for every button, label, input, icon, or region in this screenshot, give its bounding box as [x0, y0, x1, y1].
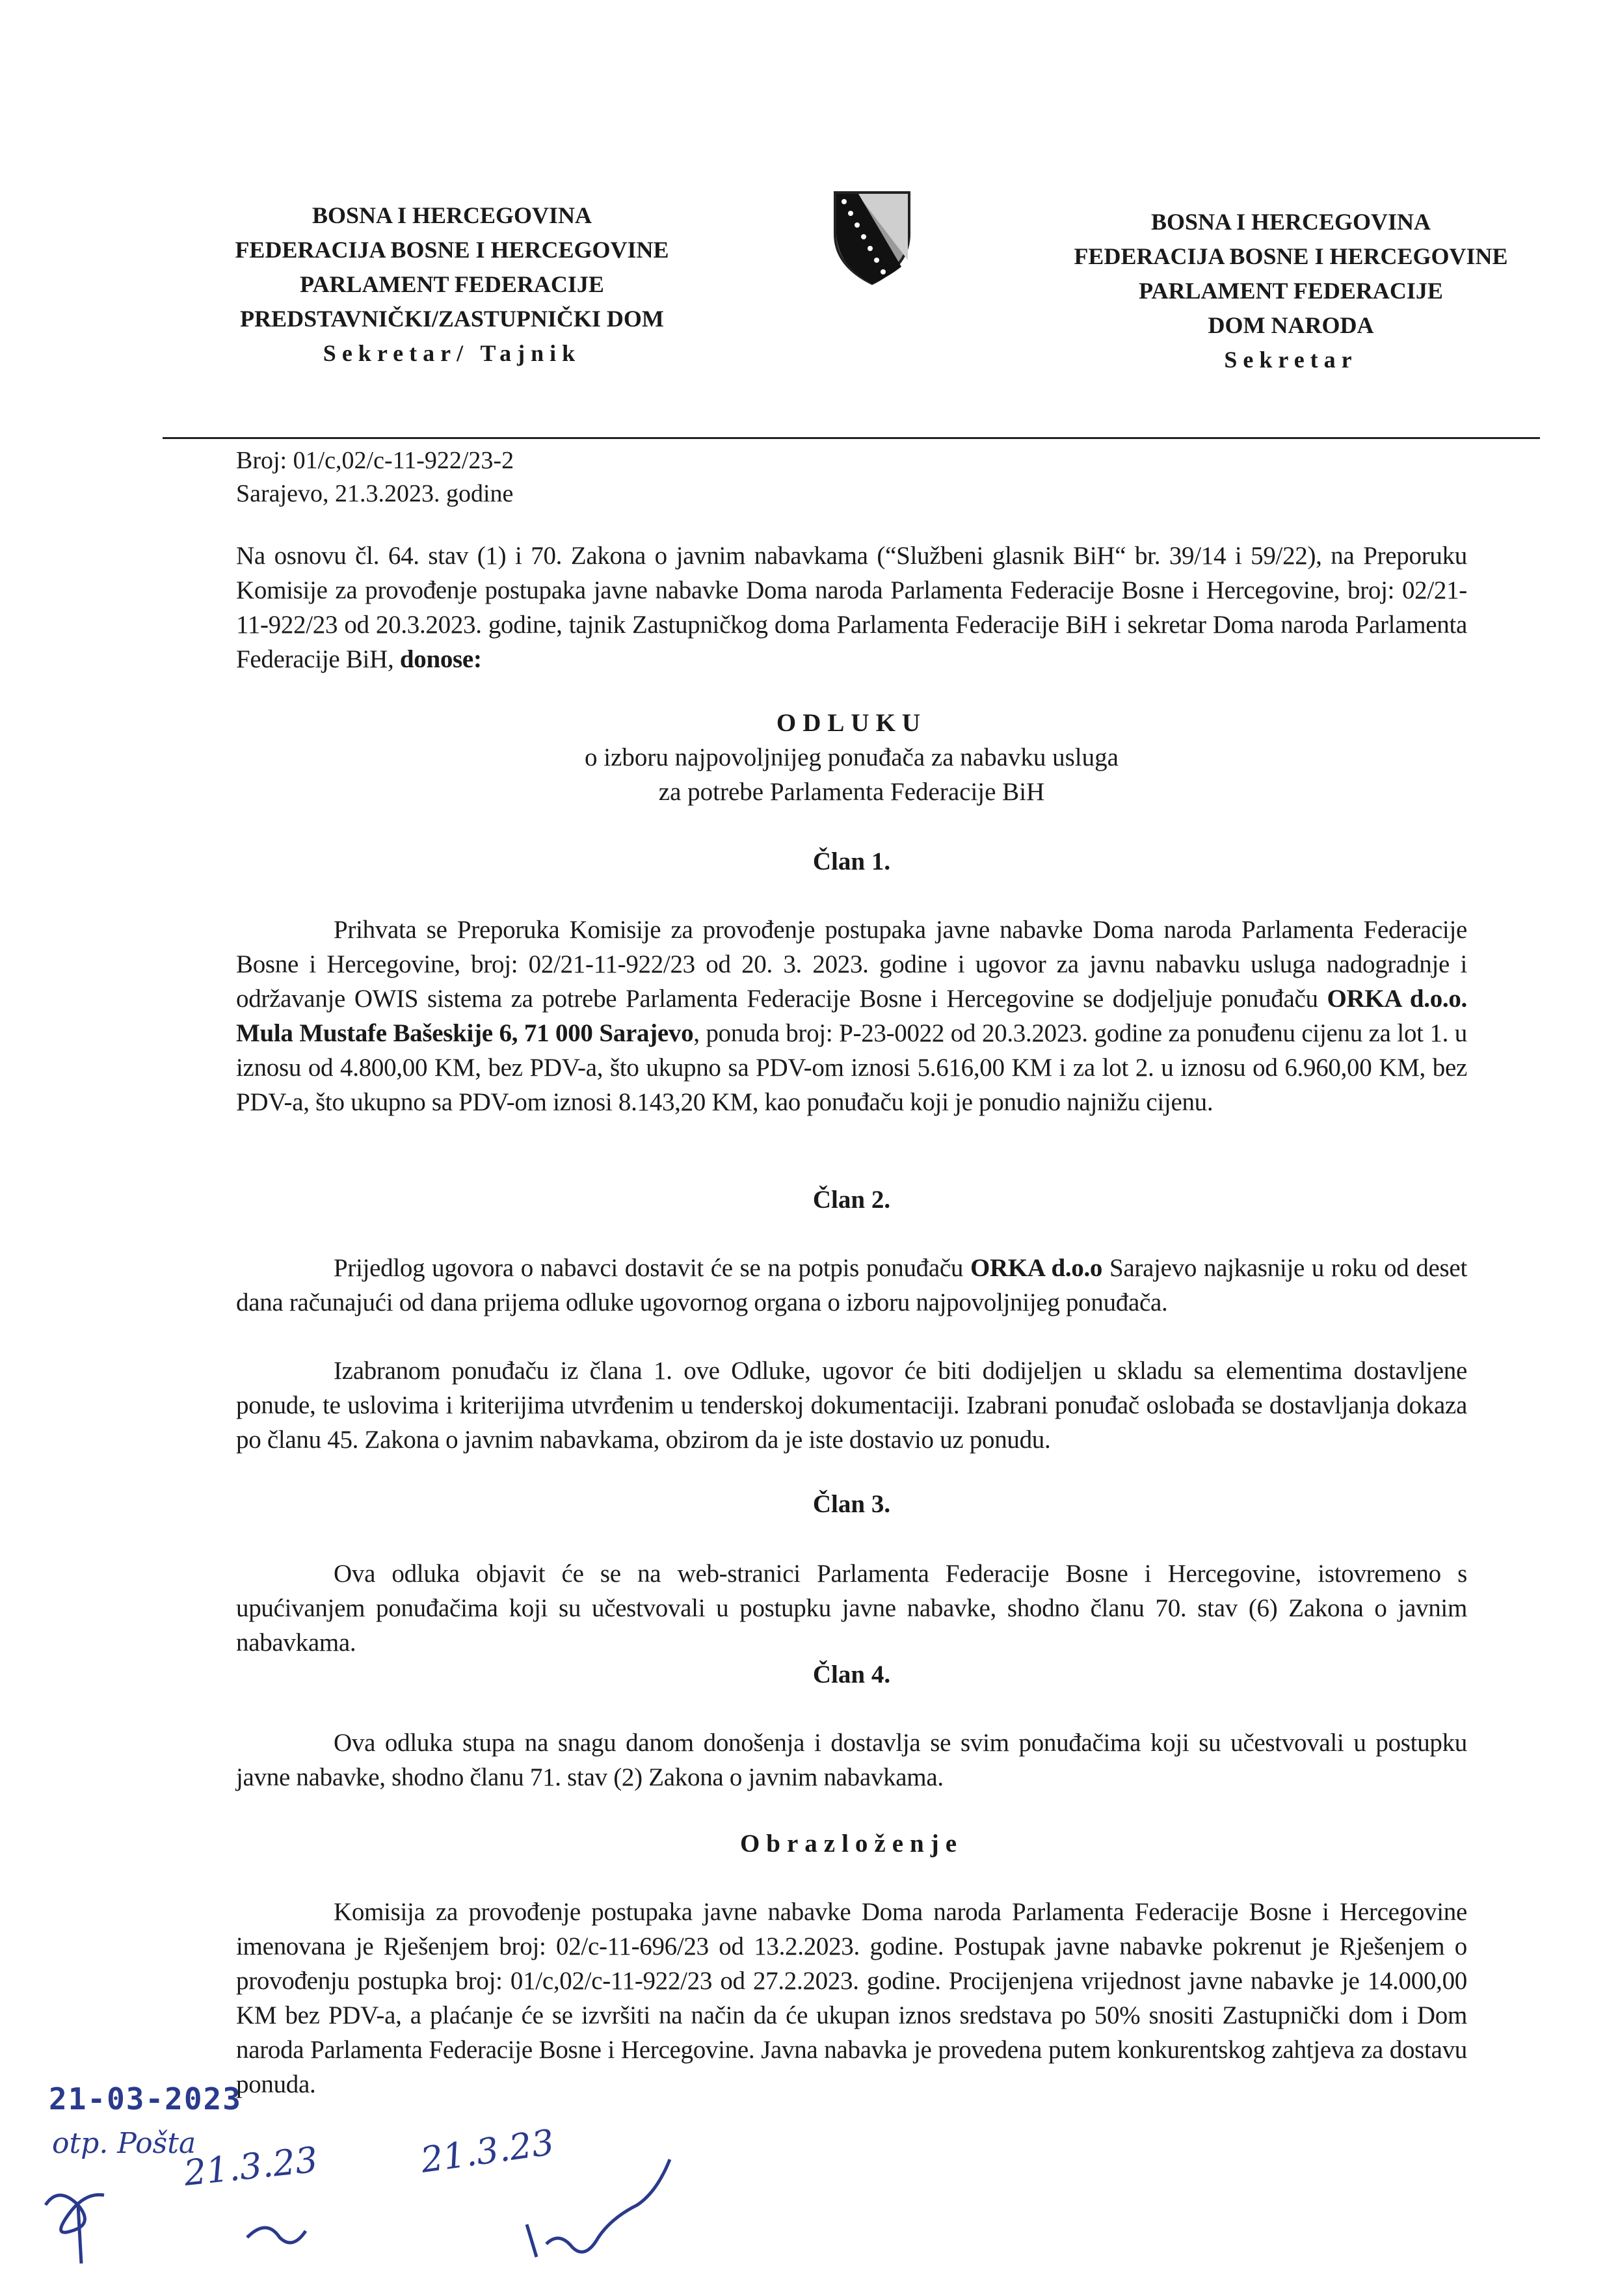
reasoning-heading: Obrazloženje — [739, 1830, 964, 1858]
document-subtitle-2: za potrebe Parlamenta Federacije BiH — [658, 778, 1045, 806]
article-1-text — [236, 913, 1467, 1119]
reference-number: Broj: 01/c,02/c-11-922/23-2 — [236, 447, 514, 474]
article-3-heading: Član 3. — [812, 1490, 891, 1518]
article-3-text: Ova odluka objavit će se na web-stranici Parlamenta Federacije Bosne i Hercegovine, istovremeno s upućivanjem ponuđačima koji su učestvovali u postupku javne nabavke, shodno članu 70. stav (6) Zakona o javnim nabavkama. — [236, 1560, 1467, 1657]
preamble-text: Na osnovu čl. 64. stav (1) i 70. Zakona o javnim nabavkama (“Službeni glasnik BiH“ br. 39/14 i 59/22), na Preporuku Komisije za provođenje postupaka javne nabavke Doma naroda Parlamenta Federacije Bosne i Hercegovine, broj: 02/21-11-922/23 od 20.3.2023. godine, tajnik Zastupničkog doma Parlamenta Federacije BiH i sekretar Doma naroda Parlamenta Federacije BiH, — [236, 542, 1467, 673]
article-2-text-a: Prijedlog ugovora o nabavci dostavit će se na potpis ponuđaču — [334, 1254, 970, 1282]
header-right-line1: BOSNA I HERCEGOVINA — [1150, 209, 1431, 235]
place-date: Sarajevo, 21.3.2023. godine — [236, 480, 514, 507]
article-1-text-a: Prihvata se Preporuka Komisije za provođenje postupaka javne nabavke Doma naroda Parlamenta Federacije Bosne i Hercegovine, broj: 02/21-11-922/23 od 20. 3. 2023. godine i ugovor za javnu nabavku usluga nadogradnje i održavanje OWIS sistema za potrebe Parlamenta Federacije Bosne i Hercegovine se dodjeljuje ponuđaču — [236, 916, 1467, 1013]
header-left — [195, 198, 709, 371]
stamp-date: 21-03-2023 — [49, 2081, 242, 2116]
header-right-line3: PARLAMENT FEDERACIJE — [1139, 278, 1443, 304]
header-left-line5: Sekretar/ Tajnik — [323, 340, 581, 366]
coat-of-arms-icon — [830, 189, 914, 286]
header-right-line5: Sekretar — [1224, 347, 1358, 373]
header-right — [1034, 205, 1548, 377]
article-4-text: Ova odluka stupa na snagu danom donošenja i dostavlja se svim ponuđačima koji su učestvovali u postupku javne nabavke, shodno članu 71. stav (2) Zakona o javnim nabavkama. — [236, 1729, 1467, 1791]
article-2-text — [236, 1251, 1467, 1320]
article-1-heading: Član 1. — [812, 848, 891, 875]
header-left-line3: PARLAMENT FEDERACIJE — [300, 271, 604, 297]
signature-2-icon — [247, 2228, 306, 2243]
article-2-bold: ORKA d.o.o — [970, 1254, 1103, 1282]
preamble — [236, 539, 1467, 676]
document-subtitle-1: o izboru najpovoljnijeg ponuđača za nabavku usluga — [585, 743, 1119, 771]
preamble-bold: donose: — [399, 645, 482, 673]
handwritten-date-2: 21.3.23 — [418, 2121, 557, 2181]
header-right-line4: DOM NARODA — [1208, 312, 1374, 338]
header-divider — [163, 437, 1540, 439]
received-date-stamp — [49, 2078, 244, 2117]
header-left-line4: PREDSTAVNIČKI/ZASTUPNIČKI DOM — [240, 306, 664, 332]
article-1-bold: ORKA d.o.o. Mula Mustafe Bašeskije 6, 71 000 Sarajevo — [236, 985, 1467, 1047]
article-4-heading: Član 4. — [812, 1661, 891, 1689]
signature-3-icon — [527, 2159, 670, 2257]
reasoning-text: Komisija za provođenje postupaka javne nabavke Doma naroda Parlamenta Federacije Bosne i Hercegovine imenovana je Rješenjem broj: 02/c-11-696/23 od 13.2.2023. godine. Postupak javne nabavke pokrenut je Rješenjem o provođenju postupka broj: 01/c,02/c-11-922/23 od 27.2.2023. godine. Procijenjena vrijednost javne nabavke je 14.000,00 KM bez PDV-a, a plaćanje će se izvršiti na način da će ukupan iznos sredstava po 50% snositi Zastupnički dom i Dom naroda Parlamenta Federacije Bosne i Hercegovine. Javna nabavka je provedena putem konkurentskog zahtjeva za dostavu ponuda. — [236, 1898, 1467, 2098]
header-left-line1: BOSNA I HERCEGOVINA — [312, 202, 592, 228]
handwritten-annotations — [33, 2114, 683, 2296]
handwritten-date-1: 21.3.23 — [181, 2139, 320, 2194]
article-2-heading: Član 2. — [812, 1186, 891, 1214]
document-title: ODLUKU — [776, 709, 927, 737]
header-right-line2: FEDERACIJA BOSNE I HERCEGOVINE — [1074, 243, 1508, 269]
article-1-text-b: , ponuda broj: P-23-0022 od 20.3.2023. godine za ponuđenu cijenu za lot 1. u iznosu od 4.800,00 KM, bez PDV-a, što ukupno sa PDV-om iznosi 5.616,00 KM i za lot 2. u iznosu od 6.960,00 KM, bez PDV-a, što ukupno sa PDV-om iznosi 8.143,20 KM, kao ponuđaču koji je ponudio najnižu cijenu. — [236, 1019, 1468, 1116]
handwritten-note: otp. Pošta — [52, 2127, 196, 2160]
signature-1-icon — [46, 2195, 104, 2263]
article-2-text-b: Sarajevo najkasnije u roku od deset dana računajući od dana prijema odluke ugovornog organa o izboru najpovoljnijeg ponuđača. — [236, 1254, 1467, 1316]
header-left-line2: FEDERACIJA BOSNE I HERCEGOVINE — [235, 237, 669, 263]
article-2-text-2: Izabranom ponuđaču iz člana 1. ove Odluke, ugovor će biti dodijeljen u skladu sa elementima dostavljene ponude, te uslovima i kriterijima utvrđenim u tenderskoj dokumentaciji. Izabrani ponuđač oslobađa se dostavljanja dokaza po članu 45. Zakona o javnim nabavkama, obzirom da je iste dostavio uz ponudu. — [236, 1357, 1467, 1454]
